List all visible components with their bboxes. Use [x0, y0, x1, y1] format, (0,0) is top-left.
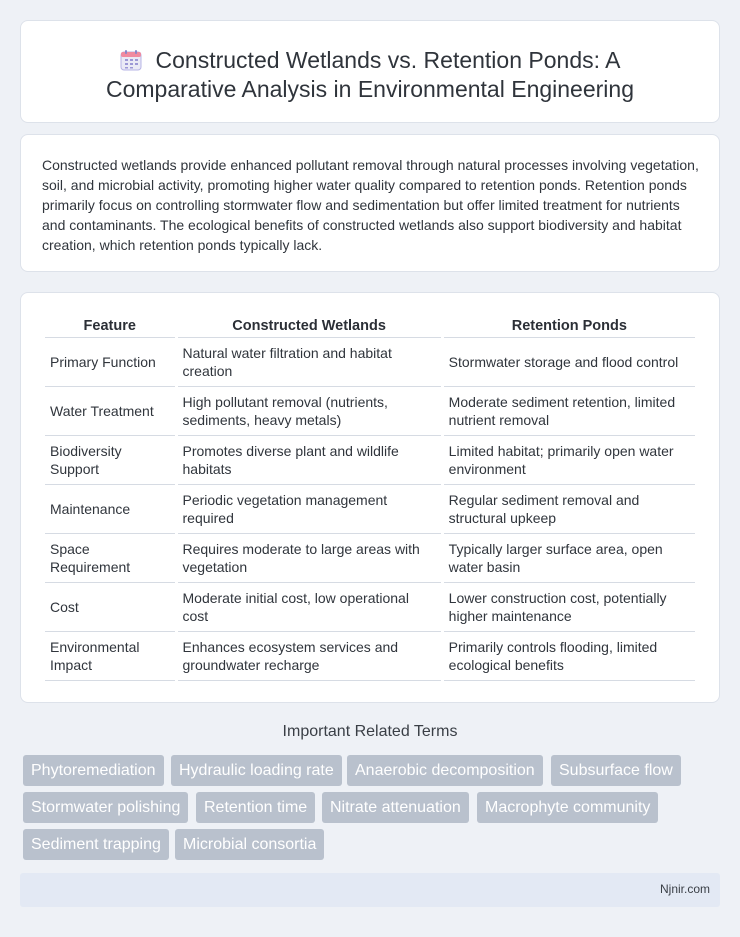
table-row: [45, 436, 695, 485]
table-row: [45, 338, 695, 387]
table-row: [45, 632, 695, 681]
table-cell: Primary Function: [45, 338, 175, 387]
table-cell: Natural water filtration and habitat creation: [178, 338, 441, 387]
table-cell: Water Treatment: [45, 387, 175, 436]
tag-sediment-trapping[interactable]: Sediment trapping: [23, 829, 169, 860]
tag-nitrate-attenuation[interactable]: Nitrate attenuation: [322, 792, 469, 823]
column-header: Constructed Wetlands: [178, 316, 441, 338]
tag-microbial-consortia[interactable]: Microbial consortia: [175, 829, 324, 860]
title-card: [20, 20, 720, 123]
tag-subsurface-flow[interactable]: Subsurface flow: [551, 755, 681, 786]
intro-paragraph: Constructed wetlands provide enhanced pollutant removal through natural processes involving vegetation, soil, and microbial activity, promoting higher water quality compared to retention ponds. Retention ponds primarily focus on controlling stormwater flow and sedimentation but offer limited treatment for nutrients and contaminants. The ecological benefits of constructed wetlands also support biodiversity and habitat creation, which retention ponds typically lack.: [42, 157, 699, 253]
tag-anaerobic-decomposition[interactable]: Anaerobic decomposition: [347, 755, 543, 786]
table-cell: Primarily controls flooding, limited ecological benefits: [444, 632, 695, 681]
column-header: Retention Ponds: [444, 316, 695, 338]
table-row: [45, 485, 695, 534]
footer-site[interactable]: Njnir.com: [659, 882, 710, 896]
table-cell: Typically larger surface area, open water basin: [444, 534, 695, 583]
comparison-card: [20, 292, 720, 703]
footer: [20, 873, 720, 907]
table-cell: Regular sediment removal and structural upkeep: [444, 485, 695, 534]
calendar-icon: [120, 49, 142, 71]
tag-stormwater-polishing[interactable]: Stormwater polishing: [23, 792, 188, 823]
intro-card: [20, 134, 720, 272]
tag-macrophyte-community[interactable]: Macrophyte community: [477, 792, 658, 823]
table-cell: Space Requirement: [45, 534, 175, 583]
table-row: [45, 583, 695, 632]
page-title-text: Constructed Wetlands vs. Retention Ponds: A Comparative Analysis in Environmental Engineering: [105, 47, 634, 102]
table-cell: Promotes diverse plant and wildlife habitats: [178, 436, 441, 485]
table-cell: Maintenance: [45, 485, 175, 534]
table-cell: Moderate sediment retention, limited nutrient removal: [444, 387, 695, 436]
table-cell: Lower construction cost, potentially higher maintenance: [444, 583, 695, 632]
table-header-row: [45, 316, 695, 338]
table-row: [45, 387, 695, 436]
table-cell: Requires moderate to large areas with vegetation: [178, 534, 441, 583]
table-cell: Moderate initial cost, low operational cost: [178, 583, 441, 632]
tag-hydraulic-loading-rate[interactable]: Hydraulic loading rate: [171, 755, 342, 786]
table-cell: Stormwater storage and flood control: [444, 338, 695, 387]
tag-retention-time[interactable]: Retention time: [196, 792, 315, 823]
table-cell: Cost: [45, 583, 175, 632]
table-cell: Periodic vegetation management required: [178, 485, 441, 534]
table-cell: High pollutant removal (nutrients, sediments, heavy metals): [178, 387, 441, 436]
table-cell: Biodiversity Support: [45, 436, 175, 485]
tag-phytoremediation[interactable]: Phytoremediation: [23, 755, 164, 786]
comparison-table: [42, 316, 698, 681]
column-header: Feature: [45, 316, 175, 338]
table-row: [45, 534, 695, 583]
table-cell: Environmental Impact: [45, 632, 175, 681]
page-title: [21, 46, 719, 104]
table-cell: Limited habitat; primarily open water environment: [444, 436, 695, 485]
table-cell: Enhances ecosystem services and groundwater recharge: [178, 632, 441, 681]
related-terms-heading: Important Related Terms: [282, 723, 458, 740]
